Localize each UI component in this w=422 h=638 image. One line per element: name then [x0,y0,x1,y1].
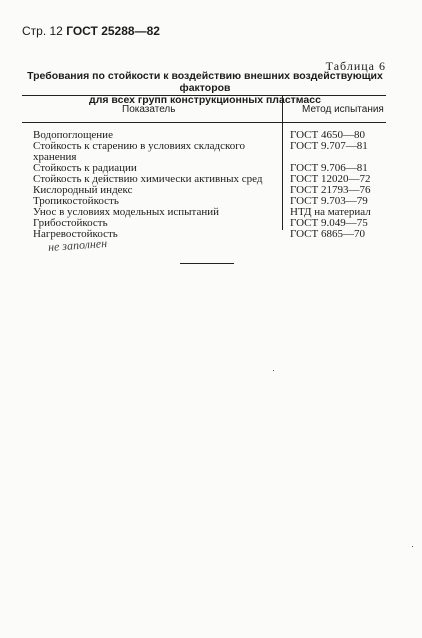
table-row [33,141,403,163]
row-indicator: Нагревостойкость [33,228,118,240]
table-body [33,130,403,240]
row-indicator: Водопоглощение [33,129,113,141]
row-method: ГОСТ 9.706—81 [290,162,368,174]
end-rule [180,263,234,264]
speck [273,370,274,371]
row-method: НТД на материал [290,206,371,218]
row-indicator: Грибостойкость [33,217,108,229]
handwritten-note: не заполнен [47,235,108,255]
row-method: ГОСТ 9.707—81 [290,140,368,152]
row-indicator: Тропикостойкость [33,195,119,207]
row-indicator: Кислородный индекс [33,184,133,196]
row-method: ГОСТ 4650—80 [290,129,365,141]
header-indicator: Показатель [122,104,176,115]
caption-line-2: для всех групп конструкционных пластмасс [89,94,321,106]
row-method: ГОСТ 12020—72 [290,173,371,185]
row-method: ГОСТ 9.703—79 [290,195,368,207]
row-method: ГОСТ 6865—70 [290,228,365,240]
row-indicator: Стойкость к старению в условиях складского хранения [33,140,245,163]
standard-code: ГОСТ 25288—82 [66,24,160,38]
caption-line-1: Требования по стойкости к воздействию внешних воздействующих факторов [27,70,383,94]
speck [412,546,413,547]
table-top-rule [22,95,386,96]
header-method: Метод испытания [302,104,384,115]
row-indicator: Стойкость к действию химически активных сред [33,173,263,185]
header-bottom-rule [22,122,386,123]
running-head [22,24,160,38]
row-method: ГОСТ 21793—76 [290,184,371,196]
header-column-divider [282,95,283,122]
row-indicator: Стойкость к радиации [33,162,137,174]
row-indicator: Унос в условиях модельных испытаний [33,206,220,218]
page-number: Стр. 12 [22,24,63,38]
row-method: ГОСТ 9.049—75 [290,217,368,229]
table-caption [20,70,390,106]
table-label: Таблица 6 [325,59,386,73]
